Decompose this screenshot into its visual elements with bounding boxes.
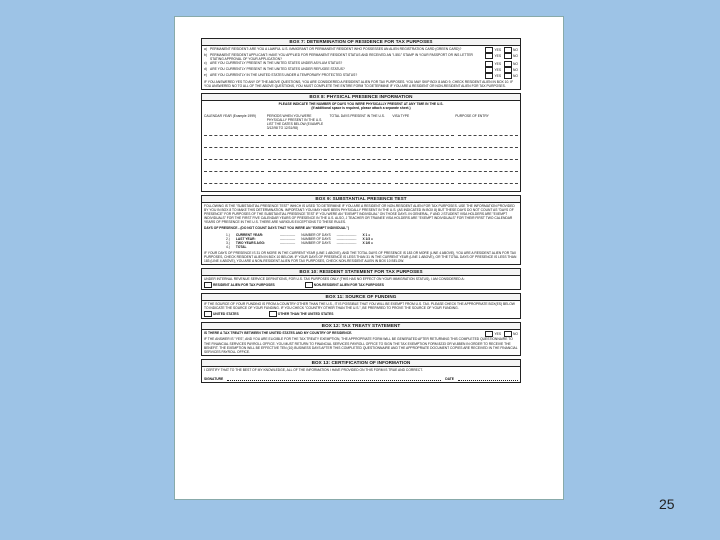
box12-title: BOX 12: TAX TREATY STATEMENT: [201, 322, 521, 329]
row-label: CURRENT YEAR:: [235, 232, 264, 237]
box7-note: IF YOU ANSWERED YES TO ANY OF THE ABOVE QUESTIONS, YOU ARE CONSIDERED A RESIDENT ALIEN FOR TAX PURPOSES. YOU MAY SKIP BOX 8 AND 9, CHECK RESIDENT ALIEN IN BOX 10. IF YOU ANSWERED NO TO ALL OF THE ABOVE QUESTIONS, YOU MUST COMPLETE THE ENTIRE FORM TO DETERMINE IF YOU ARE A RESIDENT OR NON-RESIDENT ALIEN FOR TAX PURPOSES.: [204, 80, 514, 89]
presence-entry-row[interactable]: [204, 166, 518, 178]
box10-options: [204, 282, 518, 288]
tax-residency-form: [201, 38, 521, 386]
yes-label: YES: [494, 53, 502, 58]
yes-label: YES: [494, 74, 502, 79]
box13-body: [201, 366, 521, 383]
column-header: VISA TYPE: [392, 113, 410, 118]
box13-title: BOX 13: CERTIFICATION OF INFORMATION: [201, 359, 521, 366]
box9-result-text: IF YOUR DAYS OF PRESENCE IS 31 OR MORE IN THE CURRENT YEAR (LINE 1 ABOVE), AND THE TOTAL DAYS OF PRESENCE IS 183 OR MORE (LINE 4 ABOVE), YOU ARE A RESIDENT ALIEN FOR TAX PURPOSES, CHECK RESIDENT ALIEN IN BOX 10 BELOW. IF YOUR DAYS OF PRESENCE IS LESS THAN 31 IN THE CURRENT YEAR (LINE 1 ABOVE), OR THE TOTAL DAYS OF PRESENCE IS LESS THAN 183 (LINE 4 ABOVE), YOU ARE A NON-RESIDENT ALIEN FOR TAX PURPOSES, CHECK NON-RESIDENT ALIEN IN BOX 10 BELOW.: [204, 250, 517, 264]
box10-text: UNDER INTERNAL REVENUE SERVICE DEFINITIONS, FOR U.S. TAX PURPOSES ONLY (THIS HAS NO EFFECT ON YOUR IMMIGRATION STATUS), I AM CONSIDERED A:: [204, 277, 465, 282]
signature-row: [204, 377, 518, 381]
row-mid: NUMBER OF DAYS: [301, 236, 331, 241]
presence-entry-row[interactable]: [204, 130, 518, 142]
box13-text: I CERTIFY THAT TO THE BEST OF MY KNOWLEDGE, ALL OF THE INFORMATION I HAVE PROVIDED ON THIS FORM IS TRUE AND CORRECT.: [204, 367, 423, 372]
days-of-presence-heading: DAYS OF PRESENCE - (DO NOT COUNT DAYS THAT YOU WERE AN "EXEMPT INDIVIDUAL"): [204, 226, 349, 231]
row-mid: NUMBER OF DAYS: [301, 240, 331, 245]
box8-instruction: PLEASE INDICATE THE NUMBER OF DAYS YOU WERE PHYSICALLY PRESENT AT ANY TIME IN THE U.S.: [278, 102, 444, 107]
resident-alien-checkbox[interactable]: [204, 282, 212, 288]
days-of-presence-list: [226, 233, 518, 249]
question-text: ARE YOU CURRENTLY PRESENT IN THE UNITED STATES UNDER ASYLUM STATUS?: [210, 61, 343, 66]
signature-field[interactable]: [227, 377, 441, 381]
box7-title: BOX 7: DETERMINATION OF RESIDENCE FOR TAX PURPOSES: [201, 38, 521, 45]
box11-body: [201, 300, 521, 319]
no-label: NO: [513, 74, 518, 79]
box8-instruction-note: (If additional space is required, please attach a separate sheet.): [311, 106, 411, 111]
question-number: b): [204, 53, 207, 57]
signature-label: SIGNATURE: [204, 376, 224, 381]
no-label: NO: [513, 68, 518, 73]
row-number: 4.): [226, 244, 230, 249]
box9-title: BOX 9: SUBSTANTIAL PRESENCE TEST: [201, 195, 521, 202]
yes-label: YES: [494, 47, 502, 52]
no-label: NO: [513, 62, 518, 67]
resident-alien-label: RESIDENT ALIEN FOR TAX PURPOSES: [213, 283, 275, 288]
days-row-last-year[interactable]: 2.) LAST YEAR: -------------- NUMBER OF DAYS ------------------ X 1/3 =: [226, 236, 373, 241]
column-header: PURPOSE OF ENTRY: [455, 113, 489, 118]
box9-body: [201, 202, 521, 265]
column-header: TOTAL DAYS PRESENT IN THE U.S.: [329, 113, 385, 118]
box11-options: [204, 311, 518, 317]
row-label: TOTAL: [235, 244, 247, 249]
column-header: CALENDAR YEAR (Example 1999): [204, 113, 256, 118]
question-text: ARE YOU CURRENTLY PRESENT IN THE UNITED STATES UNDER REFUGEE STATUS?: [210, 67, 345, 72]
box12-text: IF THE ANSWER IS "YES", AND YOU ARE ELIGIBLE FOR THE TAX TREATY EXEMPTION, THE APPROPRIATE FORM WILL BE GENERATED AFTER RETURNING THIS COMPLETED QUESTIONNAIRE TO THE FINANCIAL SERVICES PAYROLL OFFICE. YOU MUST RETURN TO FINANCIAL SERVICES PAYROLL OFFICE TO SIGN THE TAX EXEMPTION FORM 8233 OR W-8BEN IN ORDER TO RECEIVE THE BENEFIT. THE EXEMPTION WILL BE EFFECTIVE TEN (10) BUSINESS DAYS AFTER THIS COMPLETED QUESTIONNAIRE AND THE APPROPRIATE DOCUMENT COPIES ARE RECEIVED IN THE FINANCIAL SERVICES PAYROLL OFFICE.: [204, 337, 518, 354]
box12-body: [201, 329, 521, 355]
question-number: a): [204, 47, 207, 51]
box8-body: [201, 100, 521, 192]
date-label: DATE: [445, 376, 454, 381]
column-header: PERIODS WHEN YOU WERE PHYSICALLY PRESENT IN THE U.S. LIST THE DATES BELOW (EXAMPLE 3/12/98 TO 12/31/98): [266, 113, 324, 130]
no-checkbox[interactable]: [504, 53, 512, 59]
box7-question-b: [204, 53, 518, 61]
question-number: e): [204, 73, 207, 78]
presence-entry-row[interactable]: [204, 154, 518, 166]
row-multiplier: X 1 =: [362, 232, 371, 237]
question-text: ARE YOU CURRENTLY IN THE UNITED STATES UNDER A TEMPORARY PROTECTED STATUS?: [210, 73, 358, 78]
question-number: c): [204, 61, 207, 66]
row-number: 2.): [226, 236, 230, 241]
yes-checkbox[interactable]: [485, 53, 493, 59]
yes-label: YES: [494, 332, 502, 337]
box10-body: [201, 275, 521, 290]
row-mid: NUMBER OF DAYS: [301, 232, 331, 237]
other-country-checkbox[interactable]: [269, 311, 277, 317]
days-row-total[interactable]: [226, 245, 518, 249]
no-label: NO: [513, 47, 518, 52]
days-row-current-year[interactable]: 1.) CURRENT YEAR: -------------- NUMBER OF DAYS ------------------ X 1 =: [226, 232, 371, 237]
document-page: [175, 17, 563, 499]
united-states-label: UNITED STATES: [213, 312, 239, 317]
box7-body: [201, 45, 521, 90]
box8-column-headers: [204, 114, 518, 130]
row-multiplier: X 1/6 =: [362, 240, 373, 245]
yes-label: YES: [494, 68, 502, 73]
row-number: 3.): [226, 240, 230, 245]
united-states-checkbox[interactable]: [204, 311, 212, 317]
yes-label: YES: [494, 62, 502, 67]
date-field[interactable]: [458, 377, 518, 381]
box11-title: BOX 11: SOURCE OF FUNDING: [201, 293, 521, 300]
no-label: NO: [513, 332, 518, 337]
no-checkbox[interactable]: [504, 73, 512, 79]
row-number: 1.): [226, 232, 230, 237]
row-label: TWO YEARS AGO:: [235, 240, 266, 245]
box7-question-e: [204, 73, 518, 79]
presence-entry-row[interactable]: [204, 178, 518, 190]
presence-entry-row[interactable]: [204, 142, 518, 154]
box8-title: BOX 8: PHYSICAL PRESENCE INFORMATION: [201, 93, 521, 100]
days-row-two-years-ago[interactable]: 3.) TWO YEARS AGO: -------------- NUMBER OF DAYS ------------------ X 1/6 =: [226, 240, 373, 245]
non-resident-alien-label: NON-RESIDENT ALIEN FOR TAX PURPOSES: [313, 283, 384, 288]
treaty-question: IS THERE A TAX TREATY BETWEEN THE UNITED STATES AND MY COUNTRY OF RESIDENCE.: [204, 331, 353, 336]
question-text: PERMANENT RESIDENT: ARE YOU A LAWFUL U.S. IMMIGRANT OR PERMANENT RESIDENT WHO POSSESSES AN ALIEN REGISTRATION CARD (GREEN CARD)?: [210, 47, 462, 51]
box11-text: IF THE SOURCE OF YOUR FUNDING IS FROM A COUNTRY OTHER THAN THE U.S., IT IS POSSIBLE THAT YOU WILL BE EXEMPT FROM U.S. TAX. PLEASE CHECK THE APPROPRIATE BOX(ES) BELOW TO INDICATE THE SOURCE OF YOUR FUNDING. IF YOU CHECK "COUNTRY OTHER THAN THE U.S.", BE PREPARED TO PROVE THE SOURCE OF YOUR FUNDING.: [204, 302, 515, 311]
no-label: NO: [513, 53, 518, 58]
box10-title: BOX 10: RESIDENT STATEMENT FOR TAX PURPOSES: [201, 268, 521, 275]
box9-intro: FOLLOWING IS THE "SUBSTANTIAL PRESENCE TEST" WHICH IS USED TO DETERMINE IF YOU ARE A RESIDENT OR NON-RESIDENT ALIEN FOR TAX PURPOSES. USE THE INFORMATION PROVIDED BY YOU IN BOX 8 TO MAKE THIS DETERMINATION. IMPORTANT: YOU MAY HAVE BEEN PHYSICALLY PRESENT IN THE U.S. (AS INDICATED IN BOX 8) BUT THESE DAYS DO NOT COUNT AS "DAYS OF PRESENCE" FOR PURPOSES OF THE SUBSTANTIAL PRESENCE TEST IF YOU WERE AN "EXEMPT INDIVIDUAL" ON THOSE DAYS. IN GENERAL, F AND J STUDENT VISA HOLDERS ARE "EXEMPT INDIVIDUALS" FOR THE FIRST FIVE CALENDAR YEARS OF PRESENCE IN THE U.S. ALSO, J TEACHER OR TRAINEE VISA HOLDERS ARE "EXEMPT INDIVIDUALS" FOR THEIR FIRST TWO CALENDAR YEARS OF PRESENCE IN THE U.S. THERE ARE VARIOUS EXCEPTIONS TO THESE RULES.: [204, 203, 515, 225]
non-resident-alien-checkbox[interactable]: [305, 282, 313, 288]
row-label: LAST YEAR:: [235, 236, 256, 241]
question-number: d): [204, 67, 207, 72]
yes-checkbox[interactable]: [485, 73, 493, 79]
other-country-label: OTHER THAN THE UNITED STATES: [277, 312, 334, 317]
page-number: 25: [659, 496, 675, 512]
question-text: PERMANENT RESIDENT APPLICANT: HAVE YOU APPLIED FOR PERMANENT RESIDENT STATUS AND RECEIVED AN "I-551" STAMP IN YOUR PASSPORT OR INS LETTER STATING APPROVAL OF YOUR APPLICATION?: [210, 53, 473, 62]
row-multiplier: X 1/3 =: [362, 236, 373, 241]
